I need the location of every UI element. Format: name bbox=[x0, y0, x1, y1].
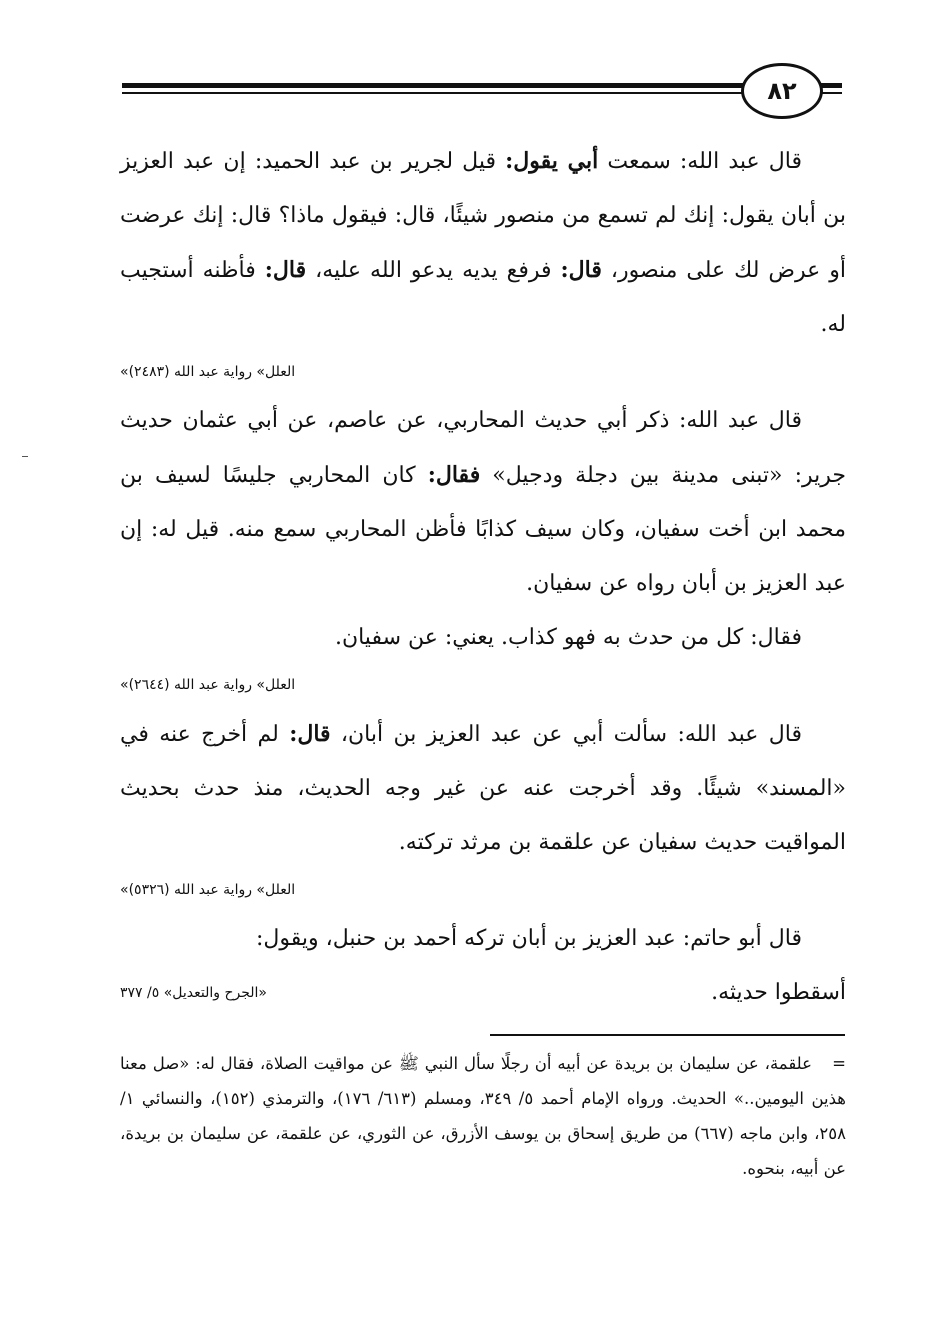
text-run: قال عبد الله: ذكر أبي حديث المحاربي، عن عاصم، عن أبي عثمان حديث جرير: «تبنى مدينة بين دجلة ودجيل» bbox=[120, 408, 846, 488]
source-citation-2: «العلل» رواية عبد الله (٢٦٤٤) bbox=[120, 677, 296, 693]
paragraph-4: قال أبو حاتم: عبد العزيز بن أبان تركه أحمد بن حنبل، ويقول: bbox=[256, 926, 802, 951]
page-number-badge bbox=[741, 63, 823, 119]
footnote-separator bbox=[490, 1034, 845, 1036]
text-run: قال عبد الله: سمعت bbox=[598, 149, 802, 174]
source-citation-3: «العلل» رواية عبد الله (٥٣٢٦) bbox=[120, 882, 296, 898]
bold-speech-marker: أبي يقول: bbox=[505, 148, 599, 174]
paragraph-2-continuation: فقال: كل من حدث به فهو كذاب. يعني: عن سفيان. bbox=[334, 625, 802, 650]
bold-speech-marker: قال: bbox=[289, 721, 331, 747]
bold-speech-marker: قال: bbox=[560, 257, 602, 283]
text-run: فأظنه أستجيب له. bbox=[120, 258, 846, 337]
text-run: كان المحاربي جليسًا لسيف بن محمد ابن أخت سفيان، وكان سيف كذابًا فأظن المحاربي سمع منه. قيل له: إن عبد العزيز بن أبان رواه عن سفيان. bbox=[120, 463, 846, 596]
margin-mark bbox=[22, 456, 28, 457]
footnote-continuation-marker: = bbox=[832, 1054, 846, 1073]
text-run: فرفع يديه يدعو الله عليه، bbox=[306, 258, 561, 283]
text-run: قيل لجرير بن عبد الحميد: إن عبد العزيز بن أبان يقول: إنك لم تسمع من منصور شيئًا، قال: فيقول ماذا؟ قال: إنك عرضت أو عرض لك على منصور، bbox=[120, 149, 846, 283]
header-rule-thin bbox=[122, 92, 842, 94]
paragraph-3 bbox=[120, 707, 846, 870]
main-text bbox=[120, 134, 846, 1020]
bold-speech-marker: فقال: bbox=[427, 462, 481, 488]
bold-speech-marker: قال: bbox=[264, 257, 307, 283]
text-run: قال عبد الله: سألت أبي عن عبد العزيز بن أبان، bbox=[330, 722, 802, 747]
text-run: لم أخرج عنه في «المسند» شيئًا. وقد أخرجت عنه عن غير وجه الحديث، منذ حدث بحديث المواقيت حديث سفيان عن علقمة بن مرثد تركته. bbox=[120, 722, 846, 855]
paragraph-2 bbox=[120, 394, 846, 611]
paragraph-4-ending: أسقطوا حديثه. bbox=[711, 980, 846, 1005]
footnote bbox=[120, 1046, 846, 1186]
footnote-text: علقمة، عن سليمان بن بريدة عن أبيه أن رجلًا سأل النبي ﷺ عن مواقيت الصلاة، فقال له: «صل معنا هذين اليومين..» الحديث. ورواه الإمام أحمد ٥/ ٣٤٩، ومسلم (٦١٣/ ١٧٦)، والترمذي (١٥٢)، والنسائي ١/ ٢٥٨، وابن ماجه (٦٦٧) من طريق إسحاق بن يوسف الأزرق، عن الثوري، عن علقمة، عن سليمان بن بريدة، عن أبيه، بنحوه. bbox=[120, 1054, 846, 1178]
paragraph-4-last-line bbox=[120, 966, 846, 1020]
page-number: ٨٢ bbox=[767, 77, 797, 105]
header-rule-thick bbox=[122, 83, 842, 88]
source-citation-1: «العلل» رواية عبد الله (٢٤٨٣) bbox=[120, 364, 296, 380]
paragraph-1 bbox=[120, 134, 846, 352]
source-citation-4: «الجرح والتعديل» ٥/ ٣٧٧ bbox=[120, 985, 267, 1001]
